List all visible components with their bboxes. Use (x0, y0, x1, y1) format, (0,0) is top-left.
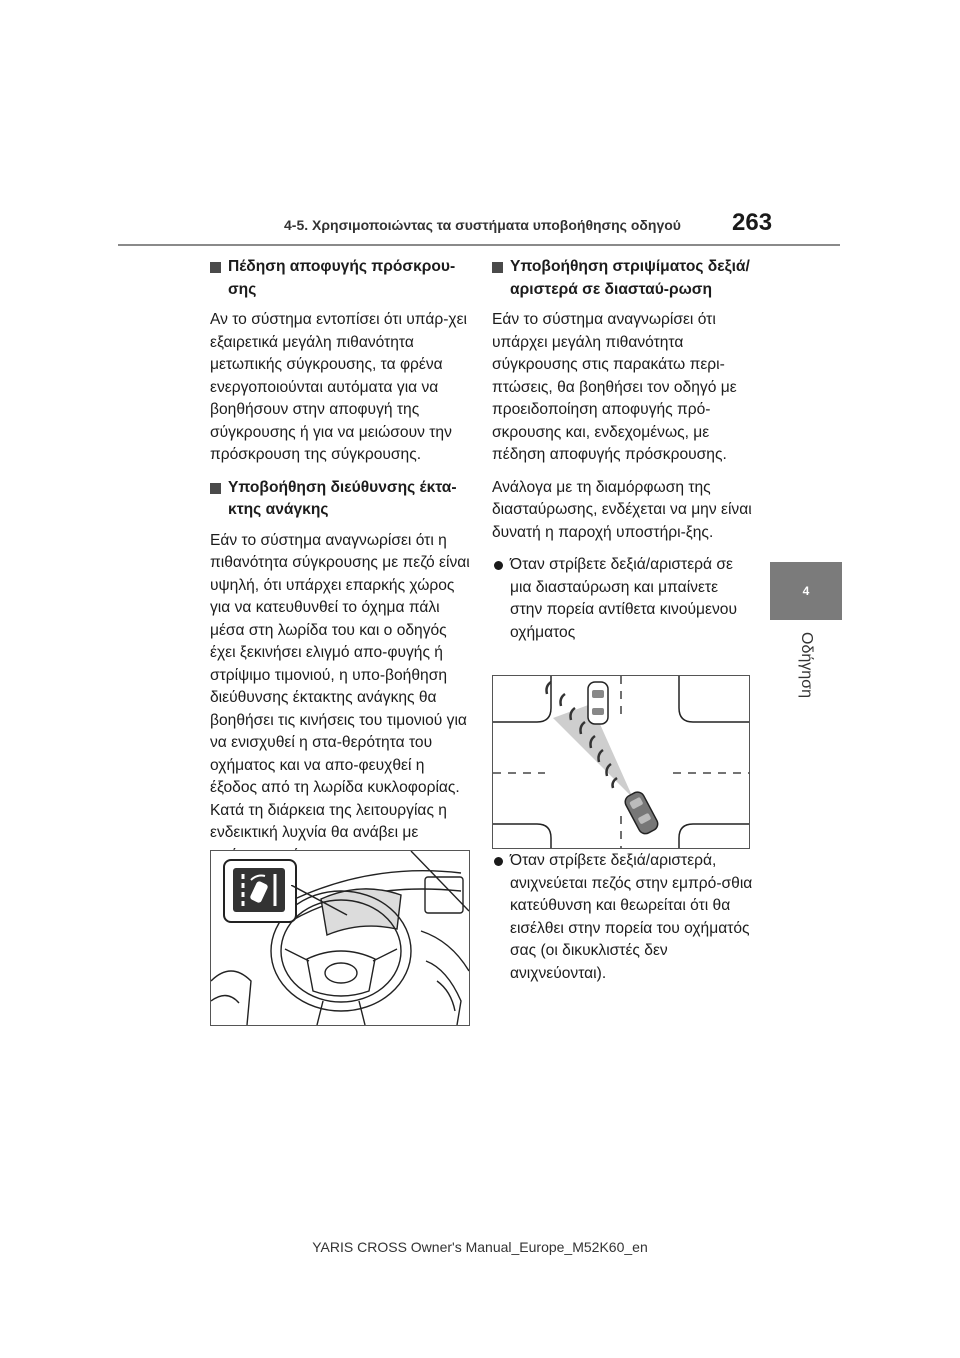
section-body-collision-braking: Αν το σύστημα εντοπίσει ότι υπάρ-χει εξαιρετικά μεγάλη πιθανότητα μετωπικής σύγκρουσης, τα φρένα ενεργοποιούνται αυτόματα για να βοηθήσουν στην αποφυγή της σύγκρουσης ή για να μειώσουν την πρόσκρουση της σύγκρουσης. (210, 311, 468, 463)
section-note-turn-assist: Ανάλογα με τη διαμόρφωση της διασταύρωσης, ενδέχεται να μην είναι δυνατή η παροχή υποστήρι-ξης. (492, 478, 752, 541)
section-heading-collision-braking: Πέδηση αποφυγής πρόσκρου-σης (210, 256, 472, 301)
section-body-turn-assist: Εάν το σύστημα αναγνωρίσει ότι υπάρχει μεγάλη πιθανότητα σύγκρουσης στις παρακάτω περι-πτώσεις, θα βοηθήσει τον οδηγό με προειδοποίηση αποφυγής πρό-σκρουσης και, ενδεχομένως, με πέδηση αποφυγής πρόσκρουσης. (492, 311, 737, 463)
intersection-drawing (493, 676, 749, 848)
bullet-dot-icon (494, 857, 503, 866)
square-bullet-icon (210, 483, 221, 494)
intersection-illustration (492, 675, 750, 849)
section-body-emergency-steering: Εάν το σύστημα αναγνωρίσει ότι η πιθανότητα σύγκρουσης με πεζό είναι υψηλή, ότι υπάρχει επαρκής χώρος για να κατευθυνθεί το όχημα πάλι μέσα στη λωρίδα του και ο οδηγός έχει ξεκινήσει ελιγμό απο-φυγής ή στρίψιμο τιμονιού, η υπο-βοήθηση διεύθυνσης έκτακτης ανάγκης θα βοηθήσει τις κινήσεις του τιμονιού για να ενισχυθεί η στα-θερότητα του οχήματος και να απο-φευχθεί η έξοδος από τη λωρίδα κυκλοφορίας. Κατά τη διάρκεια της λειτουργίας η ενδεικτική λυχνία θα ανάβει με (210, 531, 470, 841)
section-heading-turn-assist: Υποβοήθηση στριψίματος δεξιά/αριστερά σε διασταύ-ρωση (492, 256, 754, 301)
oncoming-car-icon (588, 682, 608, 724)
footer-manual-id: YARIS CROSS Owner's Manual_Europe_M52K60_en (312, 1239, 648, 1255)
lane-indicator-icon (233, 868, 285, 912)
section-heading-emergency-steering: Υποβοήθηση διεύθυνσης έκτα-κτης ανάγκης (210, 477, 472, 522)
indicator-callout (223, 859, 297, 923)
dashboard-illustration (210, 850, 470, 1026)
square-bullet-icon (210, 262, 221, 273)
chapter-number: 4 (802, 584, 810, 598)
bullet-dot-icon (494, 561, 503, 570)
page-number: 263 (732, 209, 773, 236)
section-title: 4-5. Χρησιμοποιώντας τα συστήματα υποβοήθησης οδηγού (284, 217, 681, 233)
callout-pointer (291, 885, 351, 925)
square-bullet-icon (492, 262, 503, 273)
bullet-oncoming-vehicle: Όταν στρίβετε δεξιά/αριστερά σε μια διασταύρωση και μπαίνετε στην πορεία αντίθετα κινούμενου οχήματος (492, 554, 754, 644)
chapter-tab[interactable] (770, 562, 842, 620)
right-column (492, 256, 754, 995)
chapter-label: Οδήγηση (798, 632, 816, 698)
left-column (210, 256, 472, 877)
own-car-icon (623, 790, 660, 836)
header-divider (118, 244, 840, 246)
bullet-pedestrian: Όταν στρίβετε δεξιά/αριστερά, ανιχνεύεται πεζός στην εμπρό-σθια κατεύθυνση και θεωρείται ότι θα εισέλθει στην πορεία του οχήματός σας (οι δικυκλιστές δεν ανιχνεύονται). (492, 850, 754, 985)
